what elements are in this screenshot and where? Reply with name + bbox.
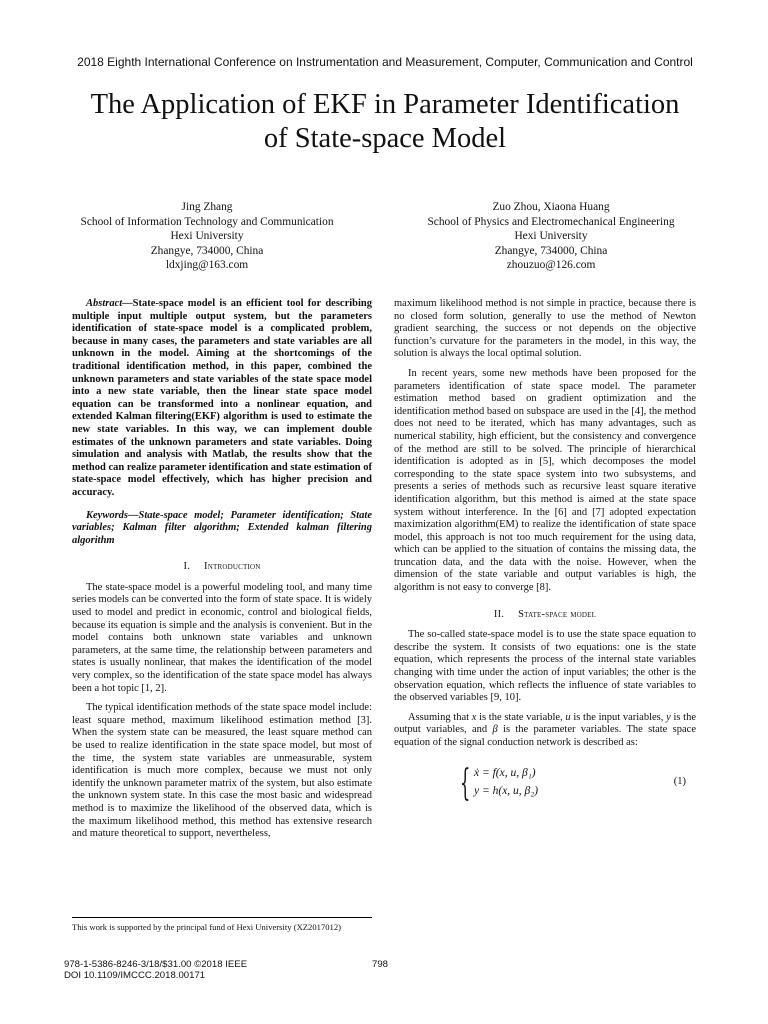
math-x: x bbox=[471, 711, 477, 723]
math-y: y bbox=[666, 711, 671, 723]
state-equation: ẋ = f(x, u, β₁) bbox=[474, 766, 536, 779]
doi: DOI 10.1109/IMCCC.2018.00171 bbox=[64, 970, 206, 981]
page-number: 798 bbox=[372, 959, 389, 970]
section-title: Introduction bbox=[204, 561, 261, 573]
keywords: Keywords—State-space model; Parameter identification; State variables; Kalman filter algorithm; Extended kalman filtering algorithm bbox=[72, 509, 372, 546]
author-affiliation: School of Information Technology and Communication bbox=[80, 215, 334, 228]
title-line-1: The Application of EKF in Parameter Identification bbox=[90, 89, 680, 120]
footnote-rule bbox=[72, 917, 372, 918]
author-block-2 bbox=[396, 200, 706, 273]
section-heading-state-space-model bbox=[394, 609, 696, 622]
footnote: This work is supported by the principal fund of Hexi University (XZ2017012) bbox=[72, 922, 341, 932]
text-run: Assuming that bbox=[408, 711, 472, 723]
publication-info bbox=[64, 959, 247, 981]
math-beta: β bbox=[492, 724, 498, 736]
author-email: ldxjing@163.com bbox=[165, 259, 249, 272]
paragraph: The typical identification methods of the state space model include: least square method, maximum likelihood estimation method [3]. When the system state can be measured, the least square method can be used to realize identification in the state space model, but most of the time, the system state variables are unmeasurable, system identification is much more complex, because we must not only identify the unknown parameter matrix of the system, but also estimate the unknown system state. In this case the most basic and widespread method is to maximize the likelihood of the observed data, which is the maximum likelihood method, this method has extensive research and mature theoretical to support, nevertheless, bbox=[72, 702, 372, 840]
conference-name: 2018 Eighth International Conference on Instrumentation and Measurement, Computer, Communication and Control bbox=[77, 55, 693, 69]
title-line-2: of State-space Model bbox=[263, 123, 507, 154]
author-affiliation: School of Physics and Electromechanical Engineering bbox=[427, 215, 675, 228]
isbn-price: 978-1-5386-8246-3/18/$31.00 ©2018 IEEE bbox=[64, 959, 248, 970]
author-address: Zhangye, 734000, China bbox=[150, 244, 264, 257]
left-column bbox=[72, 298, 372, 848]
text-run: is the parameter variables. The state space equation of the signal conduction network is described as: bbox=[394, 724, 696, 748]
right-column bbox=[394, 298, 696, 810]
math-u: u bbox=[565, 711, 571, 723]
text-run: is the input variables, bbox=[570, 711, 667, 723]
author-block-1 bbox=[52, 200, 362, 273]
section-heading-introduction bbox=[72, 561, 372, 574]
section-number: II. bbox=[493, 608, 505, 620]
abstract-text: State-space model is an efficient tool for describing multiple input multiple output system, but the parameters identification of state-space model is a complicated problem, because in many cases, the parameters and state variables are all unknown in the model. Aiming at the shortcomings of the traditional identification method, in this paper, combined the unknown parameters and state variables of the state space model into a new state variable, then the linear state space model equation can be transformed into a nonlinear equation, and extended Kalman filtering(EKF) algorithm is used to estimate the new state variables. In this way, we can implement double estimates of the unknown parameters and state variables. Doing simulation and analysis with Matlab, the results show that the method can realize parameter identification and state estimation of state-space model effectively, which has higher precision and accuracy. bbox=[72, 298, 372, 498]
author-name: Jing Zhang bbox=[181, 201, 233, 213]
section-number: I. bbox=[183, 561, 191, 573]
equation-brace: { bbox=[460, 762, 471, 804]
abstract bbox=[72, 298, 372, 500]
equation-number: (1) bbox=[673, 775, 686, 787]
paragraph: In recent years, some new methods have been proposed for the parameters identification of state space model. The parameter estimation method based on gradient optimization and the identification method based on subspace are used in the [4], the method does not need to be iterated, which has many advantages, such as numerical stability, high efficient, but the consistency and convergence of the method are still to be solved. The principle of hierarchical identification is adopted as in [5], which decomposes the model corresponding to the state space system into two subsystems, and presents a series of methods such as recursive least square iterative identification algorithm, but this method is aimed at the state space system without interference. In the [6] and [7] adopted expectation maximization algorithm(EM) to realize the identification of state space model, this approach is not too much requirement for the using data, which can be applied to the situation of contains the missing data, the truncation data, and the data with the noise. However, when the dimension of the state variable and output variables is high, the algorithm is not easy to converge [8]. bbox=[394, 367, 696, 594]
abstract-dash: — bbox=[122, 298, 133, 309]
paragraph-assumption bbox=[394, 712, 696, 750]
author-email: zhouzuo@126.com bbox=[506, 259, 596, 272]
author-university: Hexi University bbox=[514, 230, 588, 243]
abstract-label: Abstract bbox=[86, 298, 123, 309]
author-name: Zuo Zhou, Xiaona Huang bbox=[492, 201, 610, 213]
section-title: State-space model bbox=[518, 608, 597, 620]
paragraph-continued: maximum likelihood method is not simple in practice, because there is no closed form solution, generally to use the method of Newton gradient searching, the success or not depends on the objective function’s curvature for the parameters in the model, in this way, the solution is always the local optimal solution. bbox=[394, 298, 696, 360]
paragraph: The state-space model is a powerful modeling tool, and many time series models can be converted into the form of state space. It is widely used to model and predict in economic, control and biological fields, because its equation is simple and the analysis is convenient. But in the model contains both unknown state variables and unknown parameters, at the same time, the relationship between parameters and states is usually nonlinear, that makes the identification of the model very complex, so the identification of the state space model has always been a hot topic [1, 2]. bbox=[72, 581, 372, 694]
observation-equation: y = h(x, u, β₂) bbox=[474, 784, 539, 797]
author-university: Hexi University bbox=[170, 230, 244, 243]
paper-title bbox=[40, 88, 730, 156]
equation-1 bbox=[394, 764, 696, 804]
text-run: is the output variables, and bbox=[394, 711, 696, 736]
text-run: is the state variable, bbox=[476, 711, 566, 723]
author-address: Zhangye, 734000, China bbox=[494, 244, 608, 257]
paragraph: The so-called state-space model is to use the state space equation to describe the system. It consists of two equations: one is the state equation, which represents the process of the internal state variables changing with time under the action of input variables; the other is the observation equation, which reflects the influence of state variables to the observed variables [9, 10]. bbox=[394, 629, 696, 704]
